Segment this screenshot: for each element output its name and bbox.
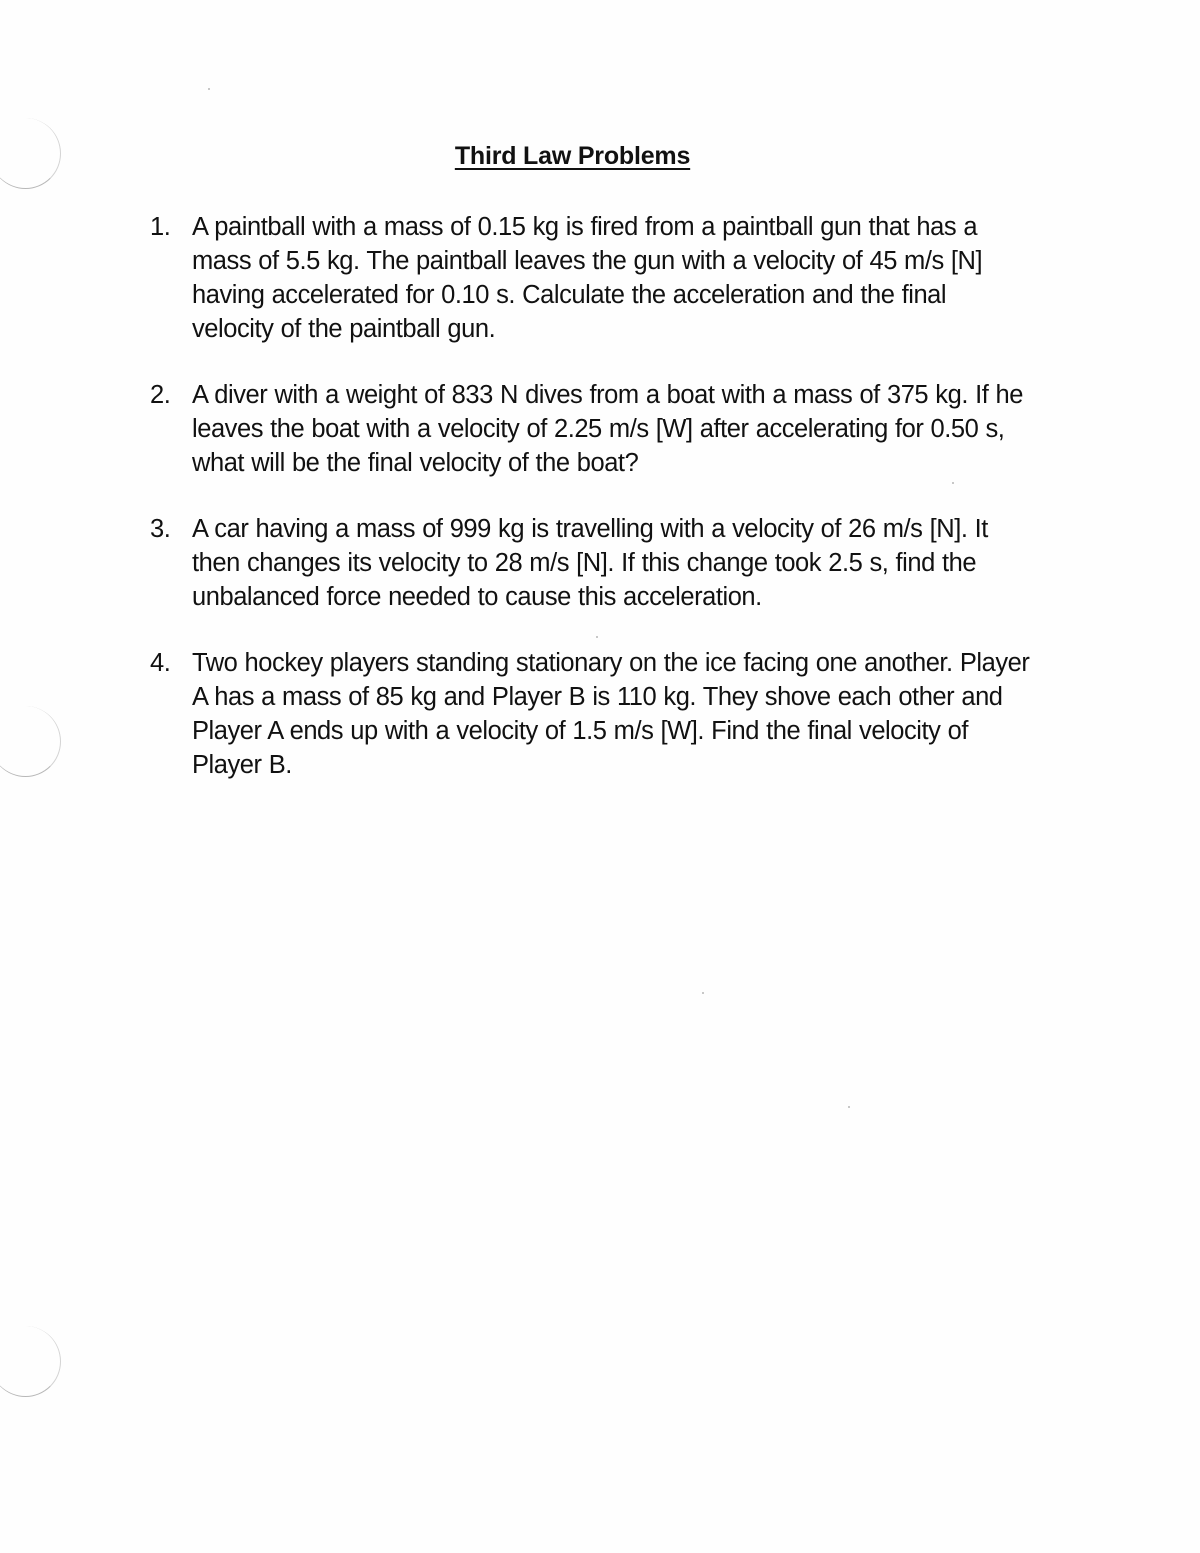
problem-item [150,512,1070,614]
problem-number: 2. [150,381,171,409]
scan-speck [208,88,210,90]
problem-item [150,210,1070,346]
problem-text-line: A has a mass of 85 kg and Player B is 110 kg. They shove each other and [192,683,1003,711]
problem-item [150,378,1070,480]
problem-text-line: A paintball with a mass of 0.15 kg is fired from a paintball gun that has a [192,213,978,241]
binder-hole-mark [0,706,61,777]
problem-text-line: mass of 5.5 kg. The paintball leaves the gun with a velocity of 45 m/s [N] [192,247,983,275]
problem-text-line: unbalanced force needed to cause this acceleration. [192,583,762,611]
problem-text-line: velocity of the paintball gun. [192,315,496,343]
problem-list [150,210,1070,782]
problem-number: 3. [150,515,171,543]
problem-text-line: then changes its velocity to 28 m/s [N]. If this change took 2.5 s, find the [192,549,977,577]
problem-text-line: A diver with a weight of 833 N dives from a boat with a mass of 375 kg. If he [192,381,1023,409]
problem-number: 4. [150,649,171,677]
problem-number: 1. [150,213,171,241]
problem-text-line: what will be the final velocity of the boat? [192,449,639,477]
scan-speck [848,1106,850,1108]
problem-text-line: Player B. [192,751,292,779]
page-title: Third Law Problems [454,142,691,170]
problem-text-line: Player A ends up with a velocity of 1.5 m/s [W]. Find the final velocity of [192,717,968,745]
binder-hole-mark [0,1326,61,1397]
problem-text-line: Two hockey players standing stationary on the ice facing one another. Player [192,649,1030,677]
problem-text-line: A car having a mass of 999 kg is travelling with a velocity of 26 m/s [N]. It [192,515,988,543]
scan-speck [702,992,704,994]
problem-item [150,646,1070,782]
problem-text-line: leaves the boat with a velocity of 2.25 m/s [W] after accelerating for 0.50 s, [192,415,1005,443]
problem-text-line: having accelerated for 0.10 s. Calculate the acceleration and the final [192,281,947,309]
